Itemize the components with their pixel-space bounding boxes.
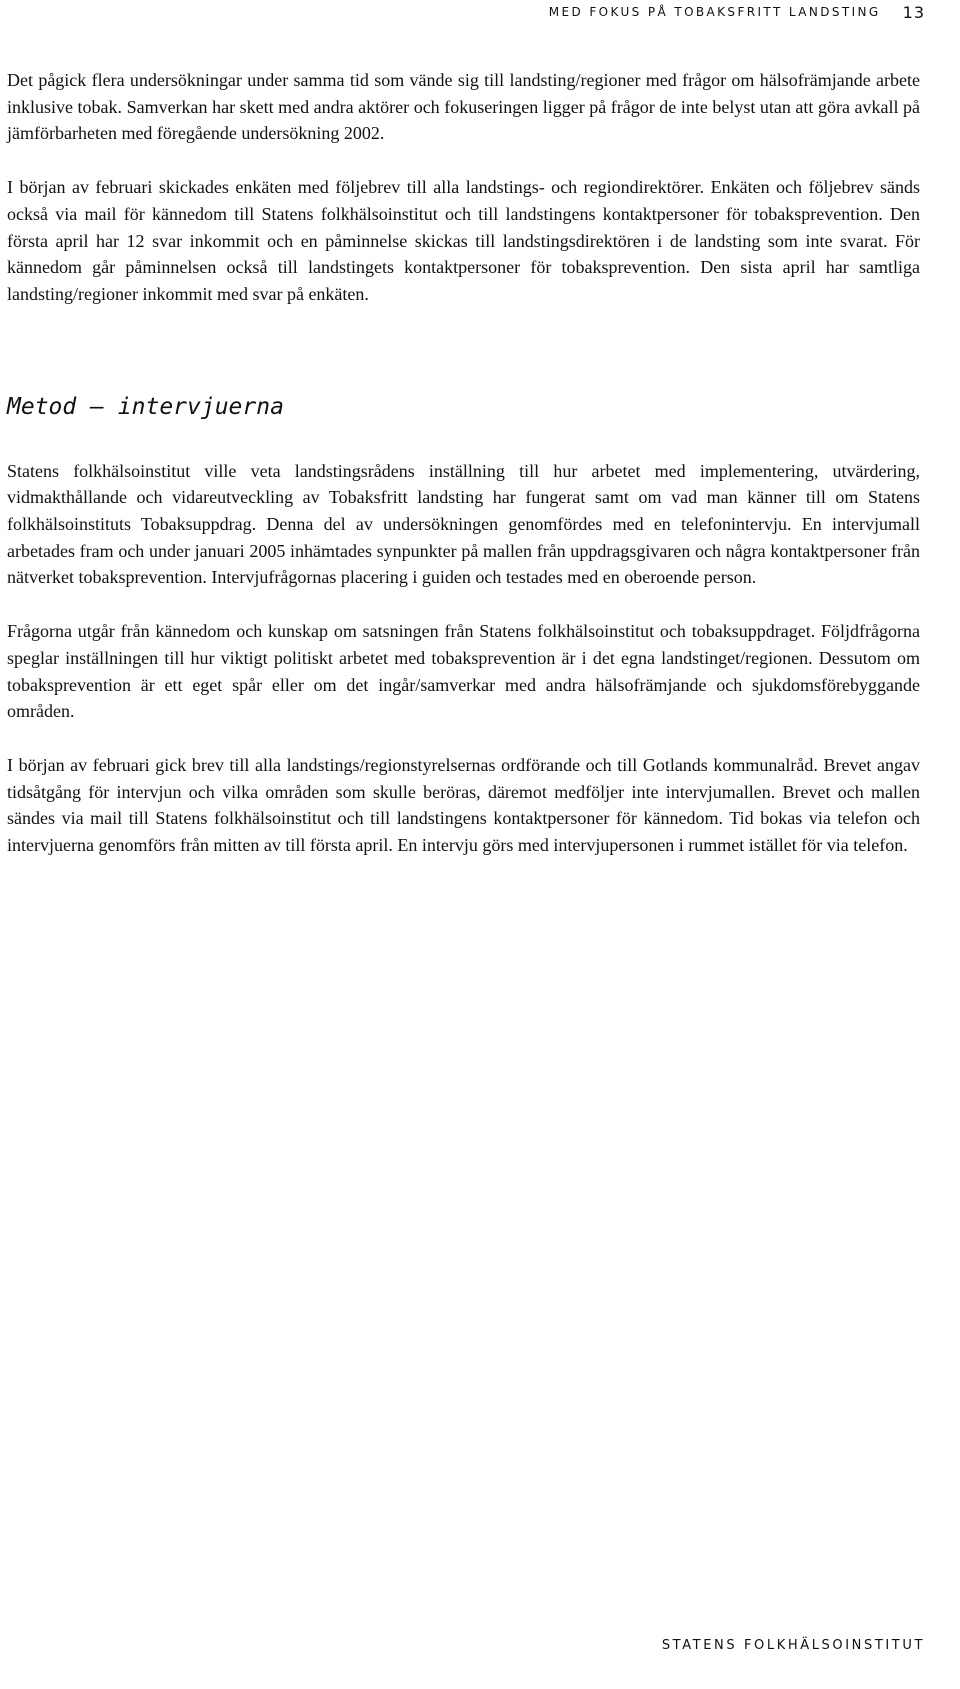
running-header [549, 0, 925, 24]
section-heading: Metod – intervjuerna [7, 393, 284, 420]
section-paragraph-2: Frågorna utgår från kännedom och kunskap om satsningen från Statens folkhälsoinstitut och tobaksuppdraget. Följdfrågorna speglar inställningen till hur viktigt politiskt arbetet med tobaksprevention är i det egna landstinget/regionen. Dessutom om tobaksprevention är ett eget spår eller om det ingår/samverkar med andra hälsofrämjande och sjukdomsförebyggande områden. [7, 621, 920, 722]
running-title: MED FOKUS PÅ TOBAKSFRITT LANDSTING [548, 5, 881, 19]
section-paragraph-3: I början av februari gick brev till alla landstings/regionstyrelsernas ordförande och till Gotlands kommunalråd. Brevet angav tidsåtgång för intervjun och vilka områden som skulle beröras, däremot medföljer inte intervjumallen. Brevet och mallen sändes via mail till Statens folkhälsoinstitut och till landstingens kontaktpersoner för kännedom. Tid bokas via telefon och intervjuerna genomförs från mitten av till första april. En intervju görs med intervjupersonen i rummet istället för via telefon. [7, 754, 920, 856]
page-number: 13 [902, 2, 925, 22]
document-body [7, 67, 920, 859]
section-paragraph-1: Statens folkhälsoinstitut ville veta landstingsrådens inställning till hur arbetet med implementering, utvärdering, vidmakthållande och vidareutveckling av Tobaksfritt landsting har fungerat samt om vad man känner till om Statens folkhälsoinstituts Tobaksuppdrag. Denna del av undersökningen genomfördes med en telefonintervju. En intervjumall arbetades fram och under januari 2005 inhämtades synpunkter på mallen från uppdragsgivaren och några kontaktpersoner från nätverket tobaksprevention. Intervjufrågornas placering i guiden och testades med en oberoende person. [7, 460, 920, 588]
running-footer: STATENS FOLKHÄLSOINSTITUT [661, 1638, 925, 1653]
intro-paragraph-2: I början av februari skickades enkäten med följebrev till alla landstings- och regiondirektörer. Enkäten och följebrev sänds också via mail för kännedom till Statens folkhälsoinstitut och till landstingens kontaktpersoner för tobaksprevention. Den första april har 12 svar inkommit och en påminnelse skickas till landstingsdirektören i de landsting som inte svarat. För kännedom går påminnelsen också till landstingets kontaktpersoner för tobaksprevention. Den sista april har samtliga landsting/regioner inkommit med svar på enkäten. [7, 177, 920, 304]
intro-paragraph-1: Det pågick flera undersökningar under samma tid som vände sig till landsting/regioner med frågor om hälsofrämjande arbete inklusive tobak. Samverkan har skett med andra aktörer och fokuseringen ligger på frågor de inte belyst utan att göra avkall på jämförbarheten med föregående undersökning 2002. [7, 70, 920, 144]
